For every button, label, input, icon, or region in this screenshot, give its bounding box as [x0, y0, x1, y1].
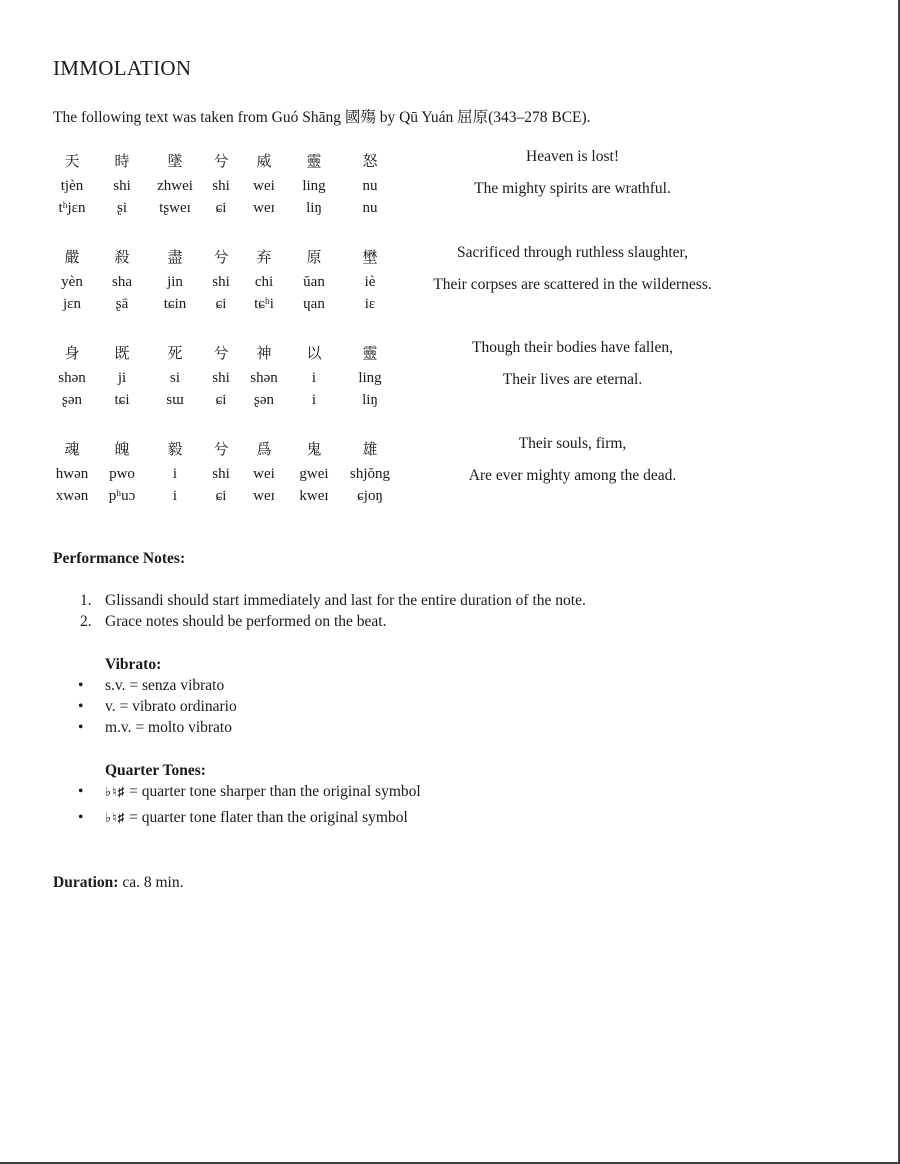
- ipa-row: [48, 392, 408, 414]
- ipa-syllable: iɛ: [364, 296, 376, 312]
- vibrato-list: [78, 677, 237, 740]
- quarter-tones-heading: Quarter Tones:: [105, 762, 206, 779]
- duration-value: ca. 8 min.: [122, 874, 184, 891]
- pinyin-syllable: shi: [212, 178, 230, 194]
- hanzi-char: 雄: [362, 442, 378, 458]
- pinyin-syllable: sha: [112, 274, 132, 290]
- hanzi-char: 兮: [213, 154, 229, 170]
- bullet-icon: •: [78, 719, 84, 736]
- pinyin-syllable: nu: [362, 178, 378, 194]
- pinyin-syllable: shi: [212, 370, 230, 386]
- ipa-syllable: ʂā: [115, 296, 129, 312]
- ipa-syllable: weɪ: [253, 200, 275, 216]
- pinyin-syllable: shi: [113, 178, 131, 194]
- list-text: s.v. = senza vibrato: [105, 677, 225, 694]
- hanzi-char: 魂: [64, 442, 80, 458]
- pinyin-syllable: shjŏng: [349, 466, 390, 482]
- ipa-syllable: sɯ: [166, 392, 184, 408]
- ipa-syllable: weɪ: [253, 488, 275, 504]
- ipa-syllable: jɛn: [63, 296, 81, 312]
- translation-line: Their lives are eternal.: [502, 371, 643, 388]
- list-item: [78, 719, 237, 740]
- list-item: [80, 613, 586, 634]
- pinyin-syllable: hwən: [55, 466, 89, 482]
- list-item: [78, 809, 421, 835]
- hanzi-row: [48, 150, 408, 178]
- list-number: 2.: [80, 613, 92, 630]
- performance-numbered-list: [80, 592, 586, 634]
- pinyin-syllable: ji: [117, 370, 127, 386]
- hanzi-char: 神: [256, 346, 272, 362]
- pinyin-syllable: iè: [364, 274, 376, 290]
- hanzi-char: 鬼: [306, 442, 322, 458]
- hanzi-char: 盡: [167, 250, 183, 266]
- hanzi-char: 魄: [114, 442, 130, 458]
- pinyin-row: [48, 466, 408, 488]
- list-text: = quarter tone sharper than the original symbol: [129, 783, 421, 800]
- list-text: = quarter tone flater than the original symbol: [129, 809, 408, 826]
- accidental-symbols-icon: ♭♮♯: [105, 784, 126, 799]
- bullet-icon: •: [78, 783, 84, 800]
- ipa-syllable: ɕjoŋ: [357, 488, 383, 504]
- ipa-syllable: ɕi: [215, 296, 227, 312]
- list-text: v. = vibrato ordinario: [105, 698, 237, 715]
- pinyin-syllable: shən: [58, 370, 86, 386]
- ipa-syllable: kweɪ: [299, 488, 329, 504]
- ipa-syllable: ɕi: [215, 200, 227, 216]
- ipa-syllable: tɕi: [114, 392, 130, 408]
- hanzi-char: 壄: [362, 250, 378, 266]
- list-text: Glissandi should start immediately and last for the entire duration of the note.: [105, 592, 586, 609]
- ipa-syllable: nu: [362, 200, 378, 216]
- quarter-tones-list: [78, 783, 421, 835]
- hanzi-char: 怒: [362, 154, 378, 170]
- duration-line: [53, 874, 183, 892]
- pinyin-syllable: yèn: [61, 274, 83, 290]
- ipa-row: [48, 488, 408, 510]
- hanzi-char: 靈: [362, 346, 378, 362]
- list-item: [80, 592, 586, 613]
- ipa-syllable: ɕi: [215, 392, 227, 408]
- intro-text: The following text was taken from Guó Shāng 國殤 by Qū Yuán 屈原(343–278 BCE).: [53, 109, 591, 126]
- ipa-syllable: pʰuɔ: [108, 488, 136, 504]
- ipa-syllable: ɕi: [215, 488, 227, 504]
- hanzi-row: [48, 342, 408, 370]
- pinyin-syllable: shi: [212, 274, 230, 290]
- ipa-syllable: ʂən: [62, 392, 82, 408]
- ipa-row: [48, 200, 408, 222]
- list-item: [78, 783, 421, 809]
- duration-label: Duration:: [53, 874, 119, 891]
- accidental-symbols-icon: ♭♮♯: [105, 810, 126, 825]
- ipa-syllable: ʂən: [254, 392, 274, 408]
- hanzi-char: 兮: [213, 442, 229, 458]
- translation-line: Are ever mighty among the dead.: [468, 467, 677, 484]
- hanzi-char: 既: [114, 346, 130, 362]
- ipa-row: [48, 296, 408, 318]
- hanzi-char: 威: [256, 154, 272, 170]
- ipa-syllable: tʰjɛn: [58, 200, 86, 216]
- hanzi-char: 死: [167, 346, 183, 362]
- pinyin-syllable: shi: [212, 466, 230, 482]
- bullet-icon: •: [78, 698, 84, 715]
- translation-line: Their corpses are scattered in the wilderness.: [433, 276, 712, 293]
- bullet-icon: •: [78, 677, 84, 694]
- translation-line: The mighty spirits are wrathful.: [474, 180, 671, 197]
- pinyin-syllable: zhwei: [157, 178, 193, 194]
- translation-line: Their souls, firm,: [518, 435, 627, 452]
- vibrato-heading: Vibrato:: [105, 656, 162, 673]
- list-number: 1.: [80, 592, 92, 609]
- page-title: IMMOLATION: [53, 56, 192, 80]
- translation-line: Heaven is lost!: [526, 148, 619, 165]
- pinyin-syllable: ling: [358, 370, 382, 386]
- list-item: [78, 698, 237, 719]
- pinyin-syllable: ling: [302, 178, 326, 194]
- stanza-3: [48, 342, 408, 414]
- pinyin-syllable: gwei: [299, 466, 329, 482]
- ipa-syllable: i: [311, 392, 317, 408]
- list-text: Grace notes should be performed on the beat.: [105, 613, 387, 630]
- hanzi-row: [48, 438, 408, 466]
- pinyin-row: [48, 178, 408, 200]
- ipa-syllable: ʂi: [116, 200, 127, 216]
- pinyin-syllable: shən: [250, 370, 278, 386]
- ipa-syllable: liŋ: [306, 200, 322, 216]
- ipa-syllable: ɥan: [303, 296, 325, 312]
- bullet-icon: •: [78, 809, 84, 826]
- pinyin-row: [48, 274, 408, 296]
- translation-line: Though their bodies have fallen,: [471, 339, 673, 356]
- pinyin-syllable: jin: [167, 274, 183, 290]
- list-item: [78, 677, 237, 698]
- hanzi-char: 殺: [114, 250, 130, 266]
- performance-notes-heading: Performance Notes:: [53, 550, 186, 567]
- hanzi-char: 爲: [256, 442, 272, 458]
- hanzi-char: 天: [64, 154, 80, 170]
- ipa-syllable: tʂweɪ: [159, 200, 191, 216]
- stanza-2: [48, 246, 408, 318]
- pinyin-syllable: i: [172, 466, 178, 482]
- pinyin-syllable: pwo: [109, 466, 135, 482]
- pinyin-syllable: chi: [254, 274, 274, 290]
- hanzi-char: 弃: [256, 250, 272, 266]
- pinyin-syllable: ŭan: [303, 274, 325, 290]
- hanzi-row: [48, 246, 408, 274]
- ipa-syllable: i: [172, 488, 178, 504]
- hanzi-char: 時: [114, 154, 130, 170]
- pinyin-syllable: i: [311, 370, 317, 386]
- hanzi-char: 兮: [213, 346, 229, 362]
- hanzi-char: 墜: [167, 154, 183, 170]
- hanzi-char: 嚴: [64, 250, 80, 266]
- ipa-syllable: liŋ: [362, 392, 378, 408]
- hanzi-char: 身: [64, 346, 80, 362]
- pinyin-syllable: tjèn: [60, 178, 84, 194]
- pinyin-syllable: wei: [253, 178, 275, 194]
- hanzi-char: 原: [306, 250, 322, 266]
- ipa-syllable: xwən: [55, 488, 89, 504]
- hanzi-char: 兮: [213, 250, 229, 266]
- list-text: m.v. = molto vibrato: [105, 719, 232, 736]
- hanzi-char: 毅: [167, 442, 183, 458]
- ipa-syllable: tɕin: [163, 296, 187, 312]
- hanzi-char: 靈: [306, 154, 322, 170]
- ipa-syllable: tɕʰi: [254, 296, 274, 312]
- pinyin-syllable: wei: [253, 466, 275, 482]
- pinyin-syllable: si: [169, 370, 180, 386]
- translation-line: Sacrificed through ruthless slaughter,: [457, 244, 688, 261]
- hanzi-char: 以: [306, 346, 322, 362]
- stanza-4: [48, 438, 408, 510]
- stanza-1: [48, 150, 408, 222]
- pinyin-row: [48, 370, 408, 392]
